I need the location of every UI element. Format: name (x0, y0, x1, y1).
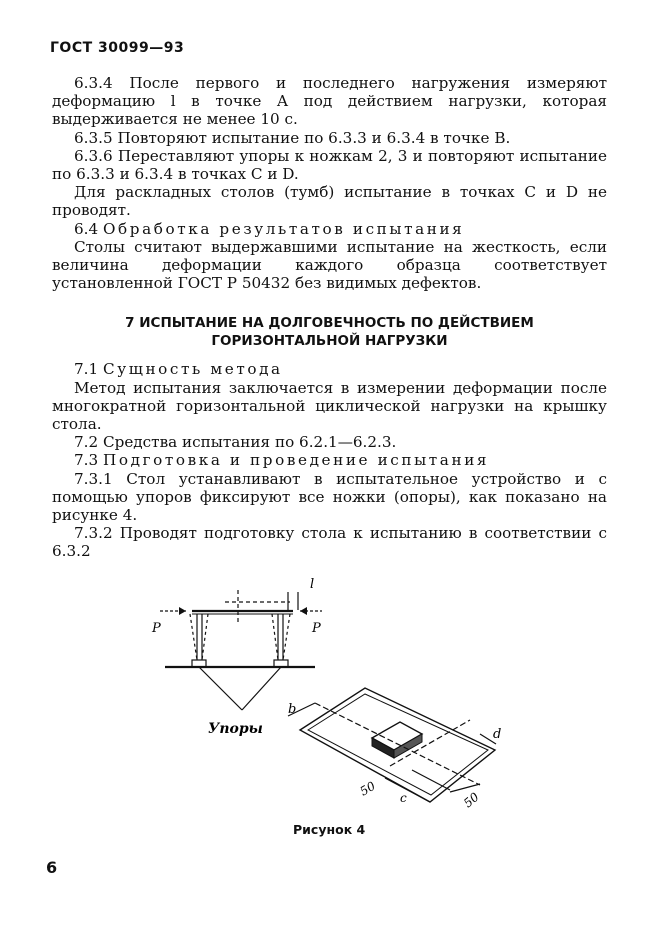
figure-4 (150, 570, 530, 820)
right-leg-deflected-2 (283, 614, 290, 660)
dim-50-left (385, 778, 430, 802)
label-b: b (288, 702, 297, 717)
paragraph-7-2: 7.2 Средства испытания по 6.2.1—6.2.3. (74, 433, 397, 452)
page-number: 6 (46, 858, 58, 877)
leader-right-stop (242, 667, 281, 710)
heading-7-1-title: Сущность метода (102, 360, 283, 379)
figure-4-drawing (150, 570, 530, 820)
paragraph-6-3-5: 6.3.5 Повторяют испытание по 6.3.3 и 6.3.4 в точке B. (74, 128, 511, 147)
dim-50-right (450, 784, 480, 792)
p-left-arrowhead (179, 607, 186, 615)
paragraph-6-3-4: 6.3.4 После первого и последнего нагружения измеряют деформацию l в точке A под действием нагрузки, которая выдерживается не менее 10 с. (52, 74, 607, 129)
label-d: d (493, 727, 502, 742)
paragraph-7-3-1: 7.3.1 Стол устанавливают в испытательное устройство и с помощью упоров фиксируют все ножки (опоры), как показано на рисунке 4. (52, 469, 607, 525)
left-leg-deflected-2 (202, 614, 208, 660)
label-p-right: P (312, 621, 321, 636)
heading-6-4-title: Обработка результатов испытания (102, 219, 465, 238)
p-right-arrowhead (300, 607, 307, 615)
heading-6-4 (52, 220, 607, 238)
paragraph-folding-tables: Для раскладных столов (тумб) испытание в точках C и D не проводят. (52, 183, 607, 220)
paragraph-7-1: Метод испытания заключается в измерении деформации после многократной горизонтальной циклической нагрузки на крышку стола. (52, 378, 607, 434)
document-body (52, 74, 607, 561)
label-p-left: P (152, 621, 161, 636)
label-l: l (310, 577, 315, 592)
chapter-7-title-line2: ГОРИЗОНТАЛЬНОЙ НАГРУЗКИ (211, 333, 448, 350)
paragraph-7-3-2: 7.3.2 Проводят подготовку стола к испытанию в соответствии с 6.3.2 (52, 524, 607, 561)
heading-7-3-title: Подготовка и проведение испытания (102, 451, 490, 470)
dim-c (412, 770, 450, 790)
heading-7-3 (52, 451, 607, 469)
label-50-left: 50 (357, 778, 378, 799)
heading-7-1 (52, 360, 607, 378)
document-header: ГОСТ 30099—93 (50, 40, 185, 56)
paragraph-6-4: Столы считают выдержавшими испытание на жесткость, если величина деформации каждого образца соответствует установленной ГОСТ Р 50432 без видимых дефектов. (52, 237, 607, 293)
chapter-7-title-line1: 7 ИСПЫТАНИЕ НА ДОЛГОВЕЧНОСТЬ ПО ДЕЙСТВИЕМ (125, 315, 534, 332)
heading-7-1-number: 7.1 (74, 360, 99, 379)
left-leg-deflected (190, 614, 197, 660)
right-leg-deflected (272, 614, 278, 660)
heading-7-3-number: 7.3 (74, 451, 99, 470)
paragraph-6-3-6: 6.3.6 Переставляют упоры к ножкам 2, 3 и повторяют испытание по 6.3.3 и 6.3.4 в точках C и D. (52, 146, 607, 184)
heading-6-4-number: 6.4 (74, 219, 99, 238)
figure-caption: Рисунок 4 (293, 822, 366, 837)
chapter-7-title (52, 314, 607, 350)
plate-axis-1 (315, 703, 480, 785)
label-upory: Упоры (208, 721, 263, 737)
label-c: c (400, 791, 407, 805)
label-50-right: 50 (460, 789, 482, 811)
leader-left-stop (199, 667, 242, 710)
